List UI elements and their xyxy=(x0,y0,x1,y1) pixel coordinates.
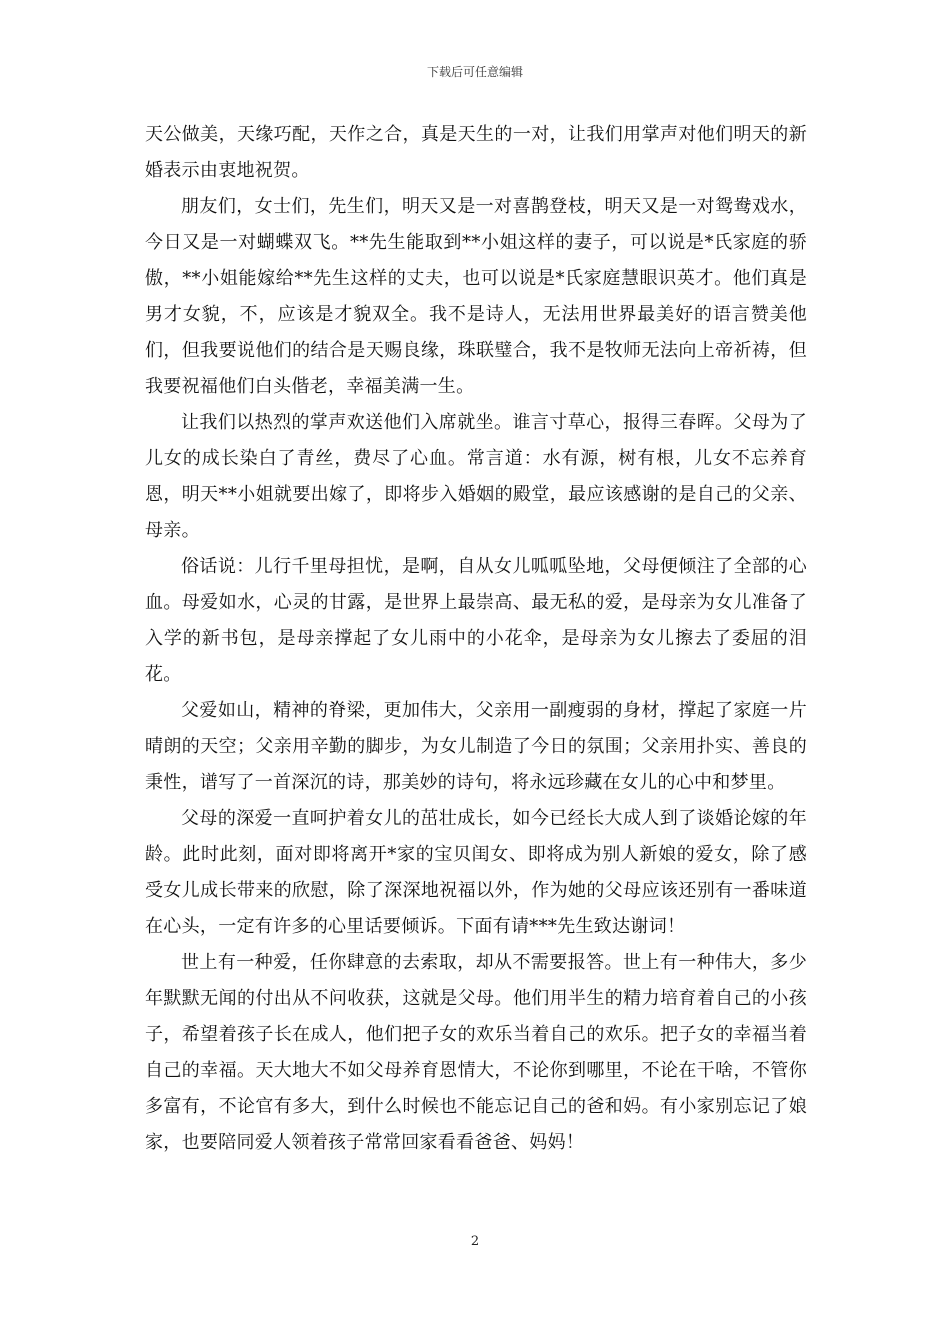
paragraph-6: 父母的深爱一直呵护着女儿的茁壮成长，如今已经长大成人到了谈婚论嫁的年龄。此时此刻，面对即将离开*家的宝贝闺女、即将成为别人新娘的爱女，除了感受女儿成长带来的欣慰，除了深深地祝福以外，作为她的父母应该还别有一番味道在心头，一定有许多的心里话要倾诉。下面有请***先生致达谢词！ xyxy=(145,808,807,937)
paragraph-5: 父爱如山，精神的脊梁，更加伟大，父亲用一副瘦弱的身材，撑起了家庭一片晴朗的天空；父亲用辛勤的脚步，为女儿制造了今日的氛围；父亲用扑实、善良的秉性，谱写了一首深沉的诗，那美妙的诗句，将永远珍藏在女儿的心中和梦里。 xyxy=(145,700,807,793)
page-header: 下载后可任意编辑 xyxy=(426,65,523,79)
paragraph-3: 让我们以热烈的掌声欢送他们入席就坐。谁言寸草心，报得三春晖。父母为了儿女的成长染白了青丝，费尽了心血。常言道：水有源，树有根，儿女不忘养育恩，明天**小姐就要出嫁了，即将步入婚姻的殿堂，最应该感谢的是自己的父亲、母亲。 xyxy=(145,412,807,541)
paragraph-1: 天公做美，天缘巧配，天作之合，真是天生的一对，让我们用掌声对他们明天的新婚表示由衷地祝贺。 xyxy=(145,124,807,181)
document-body xyxy=(145,117,807,1161)
paragraph-4: 俗话说：儿行千里母担忧，是啊，自从女儿呱呱坠地，父母便倾注了全部的心血。母爱如水，心灵的甘露，是世界上最崇高、最无私的爱，是母亲为女儿准备了入学的新书包，是母亲撑起了女儿雨中的小花伞，是母亲为女儿擦去了委屈的泪花。 xyxy=(145,556,807,685)
page-number: 2 xyxy=(470,1234,480,1249)
paragraph-7: 世上有一种爱，任你肆意的去索取，却从不需要报答。世上有一种伟大，多少年默默无闻的付出从不问收获，这就是父母。他们用半生的精力培育着自己的小孩子，希望着孩子长在成人，他们把子女的欢乐当着自己的欢乐。把子女的幸福当着自己的幸福。天大地大不如父母养育恩情大，不论你到哪里，不论在干啥，不管你多富有，不论官有多大，到什么时候也不能忘记自己的爸和妈。有小家别忘记了娘家，也要陪同爱人领着孩子常常回家看看爸爸、妈妈！ xyxy=(145,952,807,1153)
paragraph-2: 朋友们，女士们，先生们，明天又是一对喜鹊登枝，明天又是一对鸳鸯戏水，今日又是一对蝴蝶双飞。**先生能取到**小姐这样的妻子，可以说是*氏家庭的骄傲，**小姐能嫁给**先生这样的丈夫，也可以说是*氏家庭慧眼识英才。他们真是男才女貌，不，应该是才貌双全。我不是诗人，无法用世界最美好的语言赞美他们，但我要说他们的结合是天赐良缘，珠联璧合，我不是牧师无法向上帝祈祷，但我要祝福他们白头偕老，幸福美满一生。 xyxy=(145,196,807,397)
